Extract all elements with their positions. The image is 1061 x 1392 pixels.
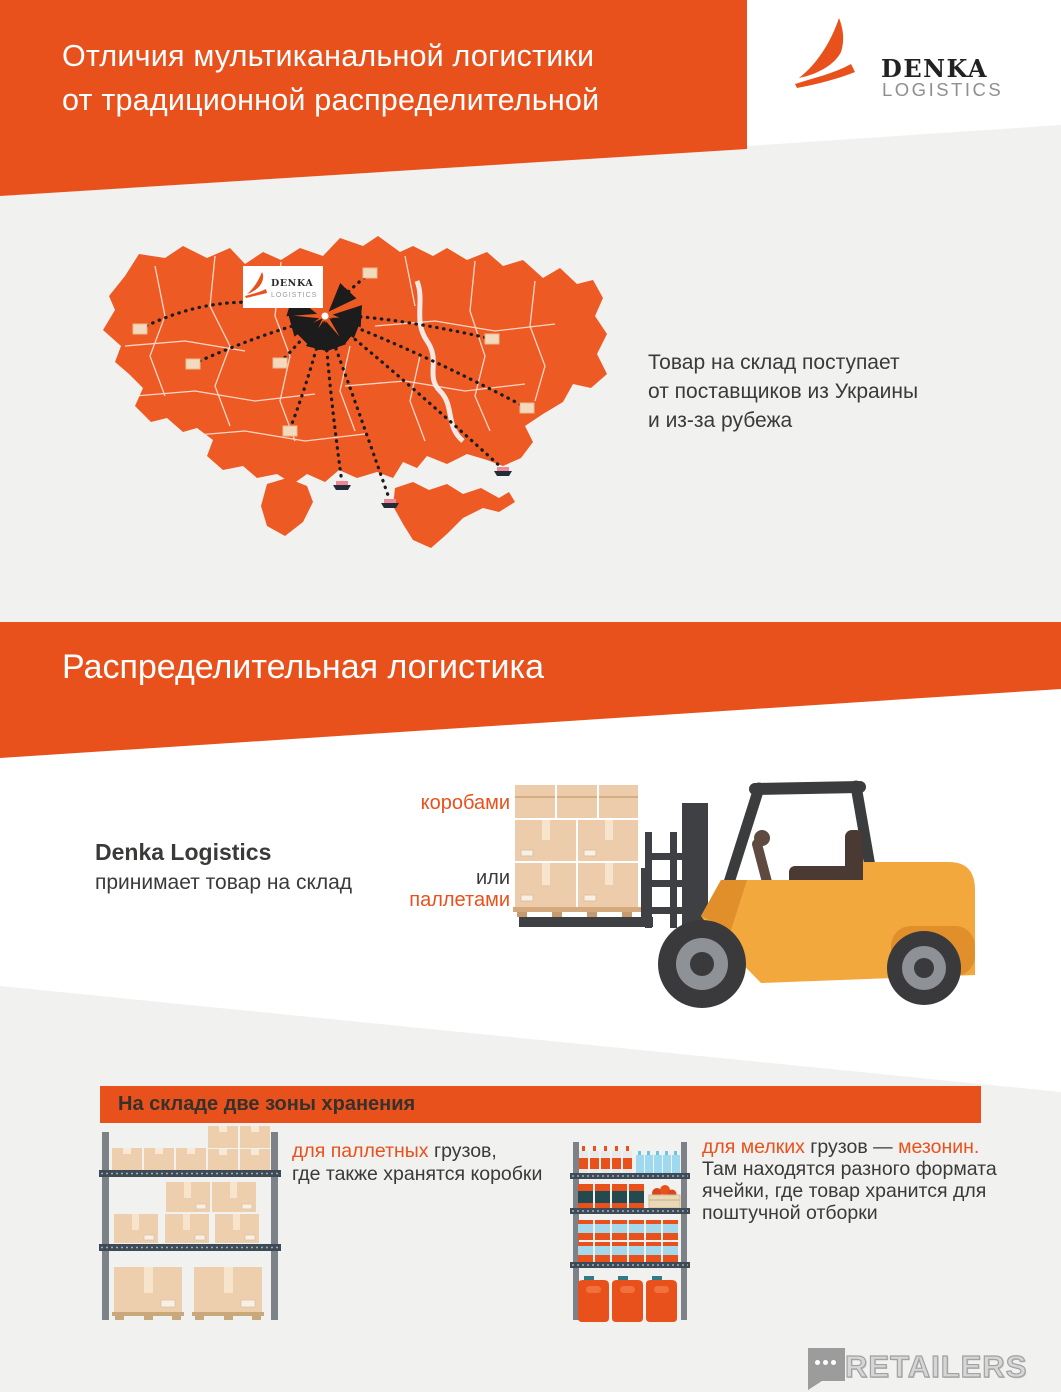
mezzanine-zone-line1 <box>702 1136 997 1158</box>
ukraine-map <box>95 226 615 575</box>
map-caption-line2: от поставщиков из Украины <box>648 380 919 403</box>
pallet-zone-line1 <box>292 1140 542 1163</box>
retailers-wordmark: RETAILERS <box>845 1349 1028 1384</box>
warehouse-marker <box>133 324 147 334</box>
mezzanine-zone-line3: ячейки, где товар хранится для <box>702 1180 987 1202</box>
page-title-line1: Отличия мультиканальной логистики <box>62 39 595 73</box>
pallet-zone-highlight: для паллетных <box>292 1140 429 1162</box>
shelf-cartons <box>578 1220 678 1262</box>
warehouse-marker <box>186 359 200 369</box>
ship-icon <box>494 467 512 476</box>
mezzanine-zone-line4: поштучной отборки <box>702 1202 878 1224</box>
mezzanine-rack-illustration <box>570 1138 690 1328</box>
page-title-line2: от традиционной распределительной <box>62 83 600 117</box>
brand-name: DENKA <box>881 54 989 83</box>
warehouse-marker <box>363 268 377 278</box>
map-bessarabia <box>261 478 313 536</box>
mezzanine-zone-line2: Там находятся разного формата <box>702 1158 997 1180</box>
pallet-zone-line2: где также хранятся коробки <box>292 1163 543 1185</box>
brand-logo <box>793 16 1033 106</box>
speech-bubble-icon <box>808 1348 845 1381</box>
hub-label <box>243 266 323 308</box>
page-title <box>62 34 722 122</box>
warehouse-marker <box>273 358 287 368</box>
pallet-rack-illustration <box>95 1124 285 1329</box>
warehouse-marker <box>485 334 499 344</box>
label-boxes: коробами <box>420 792 510 814</box>
shelf-packs <box>578 1184 680 1208</box>
pallet-zone-text <box>292 1140 542 1186</box>
hub-label-sub: LOGISTICS <box>271 292 318 299</box>
map-caption-line3: и из-за рубежа <box>648 409 793 432</box>
mezzanine-mid: грузов — <box>804 1136 899 1158</box>
map-caption <box>648 348 918 435</box>
ship-icon <box>333 481 351 490</box>
hub-point <box>322 313 329 320</box>
shelf-bottles <box>579 1146 680 1173</box>
forklift-illustration <box>505 768 985 1018</box>
brand-subtitle: LOGISTICS <box>882 79 1004 100</box>
warehouse-marker <box>283 426 297 436</box>
warehouse-marker <box>520 403 534 413</box>
hub-label-brand: DENKA <box>271 278 314 289</box>
mezzanine-highlight1: для мелких <box>702 1136 805 1158</box>
receiver-name: Denka Logistics <box>95 839 272 865</box>
mezzanine-highlight2: мезонин. <box>898 1136 980 1158</box>
map-landmass <box>103 236 607 484</box>
distribution-title: Распределительная логистика <box>62 648 545 686</box>
map-crimea <box>393 482 515 548</box>
shelf-canisters <box>578 1276 677 1322</box>
storage-zones-title: На складе две зоны хранения <box>118 1093 416 1115</box>
denka-sail-icon <box>793 16 879 102</box>
receiver-text <box>95 838 352 897</box>
label-or: или <box>475 867 510 889</box>
storage-zones-bar <box>100 1086 981 1123</box>
mezzanine-zone-text <box>702 1136 997 1224</box>
pallet-zone-rest: грузов, <box>428 1140 497 1162</box>
receiver-line2: принимает товар на склад <box>95 871 353 894</box>
map-caption-line1: Товар на склад поступает <box>648 351 900 374</box>
retailers-watermark <box>808 1338 1027 1384</box>
label-pallets: паллетами <box>409 889 510 911</box>
fruit-crate <box>649 1185 680 1208</box>
pallet-load <box>513 785 642 917</box>
